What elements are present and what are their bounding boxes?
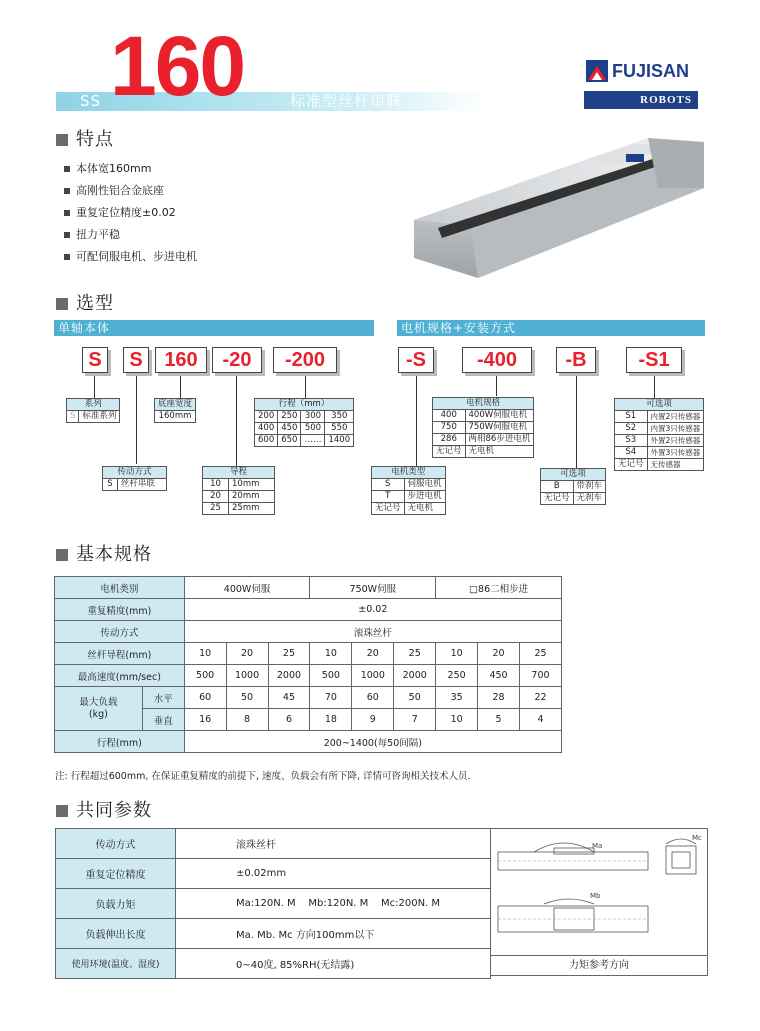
product-subtitle: 标准型丝杆串联 <box>290 92 403 110</box>
lead-table <box>202 466 275 515</box>
spec-horizontal: 28 <box>478 687 520 709</box>
brand-sub: ROBOTS <box>640 94 692 106</box>
fujisan-logo-icon <box>586 60 608 82</box>
sensor-name: 内置2只传感器 <box>647 411 704 423</box>
connector-line <box>236 376 237 466</box>
spec-speed: 700 <box>519 665 561 687</box>
spec-motor: 400W伺服 <box>184 577 310 599</box>
feature-item: 本体宽160mm <box>64 162 151 176</box>
brake-name: 带刹车 <box>573 481 606 493</box>
motor-spec-header: 电机规格 <box>433 398 534 410</box>
spec-horizontal: 45 <box>268 687 310 709</box>
linear-module-image <box>408 128 708 298</box>
spec-horizontal: 22 <box>519 687 561 709</box>
motor-spec-name: 两相86步进电机 <box>465 434 534 446</box>
series-code: S <box>67 411 79 423</box>
section-marker-icon <box>56 805 68 817</box>
common-value: ±0.02mm <box>176 859 491 889</box>
motor-spec-table <box>432 397 534 458</box>
series-name: 标准系列 <box>79 411 120 423</box>
stroke-cell: 200 <box>255 411 278 423</box>
motor-spec-name: 400W伺服电机 <box>465 410 534 422</box>
common-label: 负载力矩 <box>56 889 176 919</box>
stroke-header: 行程（mm） <box>255 399 354 411</box>
connector-line <box>180 376 181 398</box>
feature-item: 可配伺服电机、步进电机 <box>64 250 197 264</box>
spec-lead: 10 <box>310 643 352 665</box>
spec-horizontal: 70 <box>310 687 352 709</box>
motor-spec-code: 750 <box>433 422 466 434</box>
stroke-table <box>254 398 354 447</box>
lead-value: 25mm <box>229 503 275 515</box>
spec-lead: 20 <box>226 643 268 665</box>
spec-vertical: 4 <box>519 709 561 731</box>
spec-vertical: 10 <box>436 709 478 731</box>
motor-type-name: 步进电机 <box>404 491 445 503</box>
spec-vertical: 5 <box>478 709 520 731</box>
spec-drive-label: 传动方式 <box>55 621 185 643</box>
spec-speed: 450 <box>478 665 520 687</box>
spec-speed-label: 最高速度(mm/sec) <box>55 665 185 687</box>
moment-diagram <box>494 832 704 952</box>
spec-speed: 250 <box>436 665 478 687</box>
spec-speed: 1000 <box>226 665 268 687</box>
connector-line <box>576 376 577 468</box>
stroke-cell: 300 <box>301 411 325 423</box>
stroke-cell: 650 <box>278 435 301 447</box>
sensor-name: 内置3只传感器 <box>647 423 704 435</box>
spec-horizontal: 60 <box>352 687 394 709</box>
common-value: 滚珠丝杆 <box>176 829 491 859</box>
spec-note: 注: 行程超过600mm, 在保证重复精度的前提下, 速度、负载会有所下降, 详情可咨询相关技术人员. <box>55 771 471 782</box>
spec-lead: 10 <box>436 643 478 665</box>
drive-code: S <box>103 479 118 491</box>
lead-code: 20 <box>203 491 229 503</box>
feature-item: 扭力平稳 <box>64 228 120 242</box>
motor-type-code: S <box>372 479 405 491</box>
width-header: 底座宽度 <box>155 399 196 411</box>
spec-stroke-label: 行程(mm) <box>55 731 185 753</box>
spec-repeat-label: 重复精度(mm) <box>55 599 185 621</box>
drive-header: 传动方式 <box>103 467 167 479</box>
spec-horizontal: 60 <box>184 687 226 709</box>
common-value: Ma. Mb. Mc 方向100mm以下 <box>176 919 491 949</box>
drive-table <box>102 466 167 491</box>
spec-motor: □86二相步进 <box>436 577 562 599</box>
connector-line <box>496 376 497 396</box>
motor-type-code: T <box>372 491 405 503</box>
sensor-code: S3 <box>615 435 648 447</box>
spec-vertical: 7 <box>394 709 436 731</box>
common-label: 传动方式 <box>56 829 176 859</box>
stroke-cell: 550 <box>325 423 354 435</box>
common-label: 负载伸出长度 <box>56 919 176 949</box>
code-drive: S <box>123 347 149 373</box>
selection-title: 选型 <box>76 293 114 314</box>
common-label: 重复定位精度 <box>56 859 176 889</box>
stroke-cell: 450 <box>278 423 301 435</box>
spec-speed: 2000 <box>268 665 310 687</box>
code-lead: -20 <box>212 347 262 373</box>
section-marker-icon <box>56 549 68 561</box>
spec-horizontal: 50 <box>394 687 436 709</box>
connector-line <box>416 376 417 466</box>
spec-horizontal-label: 水平 <box>142 687 184 709</box>
sensor-option-header: 可选项 <box>615 399 704 411</box>
stroke-cell: 500 <box>301 423 325 435</box>
connector-line <box>654 376 655 398</box>
diagram-label-mb: Mb <box>590 892 601 900</box>
width-table <box>154 398 196 423</box>
code-sensor: -S1 <box>626 347 682 373</box>
brake-name: 无刹车 <box>573 493 606 505</box>
diagram-label-mc: Mc <box>692 834 702 842</box>
stroke-cell: 400 <box>255 423 278 435</box>
spec-lead: 25 <box>519 643 561 665</box>
connector-line <box>94 376 95 398</box>
spec-lead: 20 <box>478 643 520 665</box>
spec-speed: 500 <box>310 665 352 687</box>
spec-lead: 10 <box>184 643 226 665</box>
code-stroke: -200 <box>273 347 337 373</box>
spec-vertical: 16 <box>184 709 226 731</box>
stroke-cell: 350 <box>325 411 354 423</box>
series-prefix: SS <box>80 92 102 110</box>
sensor-option-table <box>614 398 704 471</box>
section-marker-icon <box>56 298 68 310</box>
lead-value: 10mm <box>229 479 275 491</box>
spec-lead: 25 <box>394 643 436 665</box>
sensor-code: S1 <box>615 411 648 423</box>
code-width: 160 <box>155 347 207 373</box>
brake-code: 无记号 <box>541 493 574 505</box>
motor-type-name: 无电机 <box>404 503 445 515</box>
features-title: 特点 <box>76 129 114 150</box>
model-number: 160 <box>110 19 245 113</box>
lead-code: 10 <box>203 479 229 491</box>
spec-vertical-label: 垂直 <box>142 709 184 731</box>
motor-spec-code: 无记号 <box>433 446 466 458</box>
spec-vertical: 6 <box>268 709 310 731</box>
stroke-cell: 250 <box>278 411 301 423</box>
motor-type-table <box>371 466 446 515</box>
code-brake: -B <box>556 347 596 373</box>
code-series: S <box>82 347 108 373</box>
spec-horizontal: 35 <box>436 687 478 709</box>
lead-value: 20mm <box>229 491 275 503</box>
spec-drive-value: 滚珠丝杆 <box>184 621 561 643</box>
motor-type-code: 无记号 <box>372 503 405 515</box>
series-header: 系列 <box>67 399 120 411</box>
spec-lead-label: 丝杆导程(mm) <box>55 643 185 665</box>
stroke-cell: …… <box>301 435 325 447</box>
connector-line <box>136 376 137 464</box>
common-value: 0~40度, 85%RH(无结露) <box>176 949 491 979</box>
stroke-cell: 1400 <box>325 435 354 447</box>
lead-code: 25 <box>203 503 229 515</box>
width-value: 160mm <box>155 411 196 423</box>
feature-item: 高刚性铝合金底座 <box>64 184 164 198</box>
selection-bar-motor: 电机规格+安装方式 <box>397 320 705 336</box>
motor-type-header: 电机类型 <box>372 467 446 479</box>
diagram-caption: 力矩参考方向 <box>490 955 708 976</box>
section-marker-icon <box>56 134 68 146</box>
series-table <box>66 398 120 423</box>
spec-motor-label: 电机类别 <box>55 577 185 599</box>
connector-line <box>305 376 306 398</box>
diagram-label-ma: Ma <box>592 842 603 850</box>
spec-motor: 750W伺服 <box>310 577 436 599</box>
brand-name: FUJISAN <box>612 61 690 81</box>
sensor-name: 无传感器 <box>647 459 704 471</box>
motor-type-name: 伺服电机 <box>404 479 445 491</box>
sensor-name: 外置3只传感器 <box>647 447 704 459</box>
selection-bar-body: 单轴本体 <box>54 320 374 336</box>
spec-speed: 500 <box>184 665 226 687</box>
sensor-code: S2 <box>615 423 648 435</box>
motor-spec-code: 400 <box>433 410 466 422</box>
sensor-name: 外置2只传感器 <box>647 435 704 447</box>
code-motor-type: -S <box>398 347 434 373</box>
code-motor-spec: -400 <box>462 347 532 373</box>
spec-vertical: 18 <box>310 709 352 731</box>
sensor-code: S4 <box>615 447 648 459</box>
brake-code: B <box>541 481 574 493</box>
common-table <box>55 828 491 979</box>
motor-spec-name: 无电机 <box>465 446 534 458</box>
drive-name: 丝杆串联 <box>117 479 166 491</box>
lead-header: 导程 <box>203 467 275 479</box>
motor-spec-name: 750W伺服电机 <box>465 422 534 434</box>
brake-option-table <box>540 468 606 505</box>
spec-repeat-value: ±0.02 <box>184 599 561 621</box>
common-title: 共同参数 <box>76 800 152 821</box>
spec-load-label: 最大负载 (kg) <box>55 687 143 731</box>
common-label: 使用环境(温度、湿度) <box>56 949 176 979</box>
spec-vertical: 8 <box>226 709 268 731</box>
spec-lead: 20 <box>352 643 394 665</box>
spec-table <box>54 576 562 753</box>
stroke-cell: 600 <box>255 435 278 447</box>
brake-option-header: 可选项 <box>541 469 606 481</box>
spec-vertical: 9 <box>352 709 394 731</box>
spec-lead: 25 <box>268 643 310 665</box>
motor-spec-code: 286 <box>433 434 466 446</box>
spec-horizontal: 50 <box>226 687 268 709</box>
sensor-code: 无记号 <box>615 459 648 471</box>
spec-speed: 2000 <box>394 665 436 687</box>
common-value: Ma:120N. M Mb:120N. M Mc:200N. M <box>176 889 491 919</box>
spec-speed: 1000 <box>352 665 394 687</box>
spec-title: 基本规格 <box>76 544 152 565</box>
spec-stroke-value: 200~1400(每50间隔) <box>184 731 561 753</box>
feature-item: 重复定位精度±0.02 <box>64 206 176 220</box>
